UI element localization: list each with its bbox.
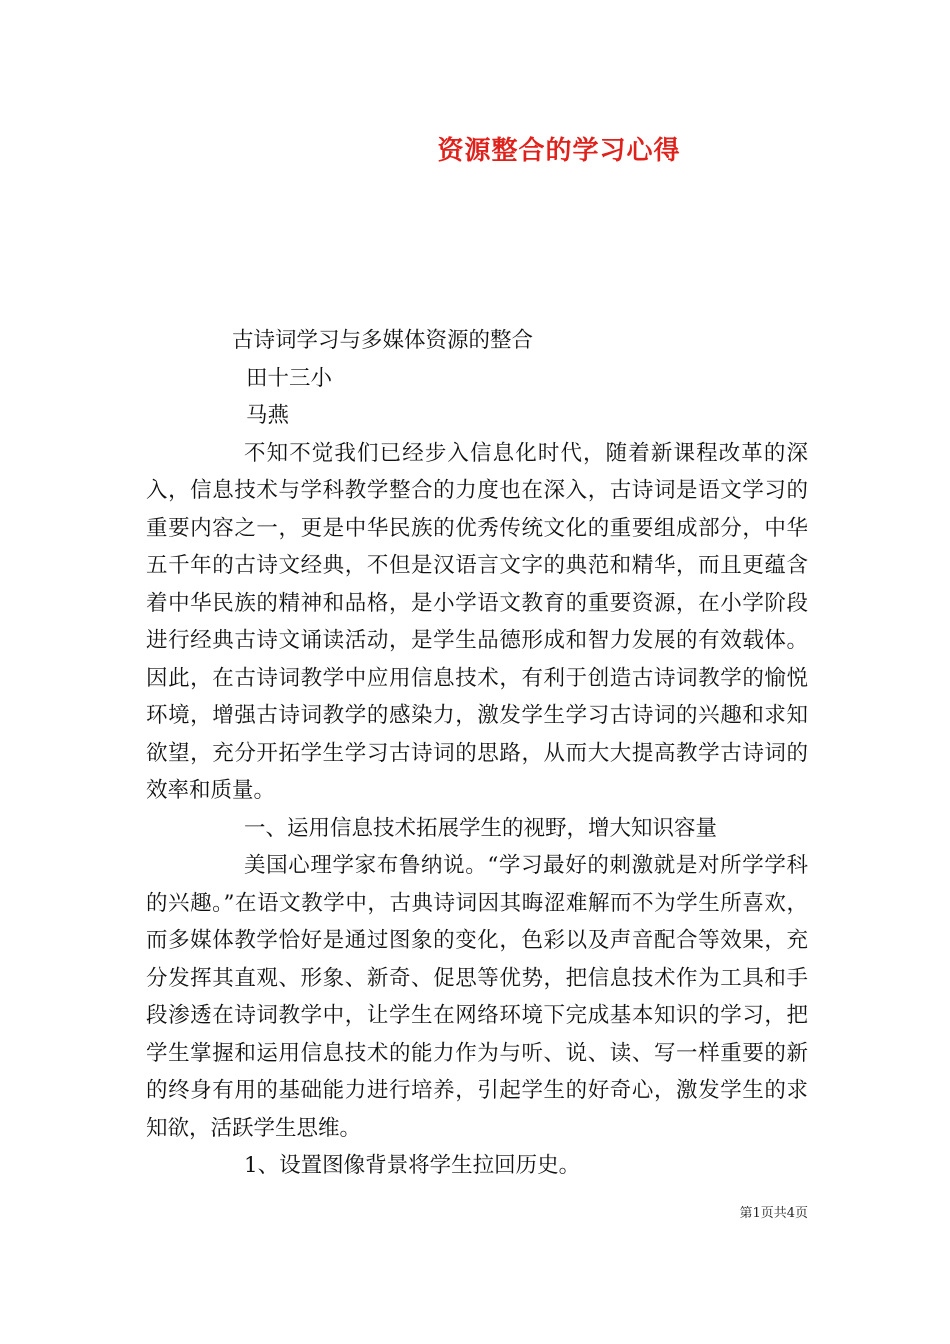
section-heading: 一、运用信息技术拓展学生的视野，增大知识容量 [244,815,718,841]
author-name: 马燕 [246,403,290,428]
document-title: 资源整合的学习心得 [437,136,681,166]
sub-heading: 1、设置图像背景将学生拉回历史。 [244,1153,581,1178]
document-body [146,322,808,1185]
author-school: 田十三小 [246,365,333,391]
page-number: 第1页共4页 [739,1206,808,1221]
intro-paragraph: 不知不觉我们已经步入信息化时代，随着新课程改革的深入，信息技术与学科教学整合的力度也在深入，古诗词是语文学习的重要内容之一，更是中华民族的优秀传统文化的重要组成部分，中华五千年的古诗文经典，不但是汉语言文字的典范和精华，而且更蕴含着中华民族的精神和品格，是小学语文教育的重要资源，在小学阶段进行经典古诗文诵读活动，是学生品德形成和智力发展的有效载体。因此，在古诗词教学中应用信息技术，有利于创造古诗词教学的愉悦环境，增强古诗词教学的感染力，激发学生学习古诗词的兴趣和求知欲望，充分开拓学生学习古诗词的思路，从而大大提高教学古诗词的效率和质量。 [146,440,808,803]
article-subtitle: 古诗词学习与多媒体资源的整合 [232,328,534,353]
section-paragraph: 美国心理学家布鲁纳说。“学习最好的刺激就是对所学学科的兴趣。”在语文教学中，古典诗词因其晦涩难解而不为学生所喜欢，而多媒体教学恰好是通过图象的变化，色彩以及声音配合等效果，充分发挥其直观、形象、新奇、促思等优势，把信息技术作为工具和手段渗透在诗词教学中，让学生在网络环境下完成基本知识的学习，把学生掌握和运用信息技术的能力作为与听、说、读、写一样重要的新的终身有用的基础能力进行培养，引起学生的好奇心，激发学生的求知欲，活跃学生思维。 [146,853,808,1141]
